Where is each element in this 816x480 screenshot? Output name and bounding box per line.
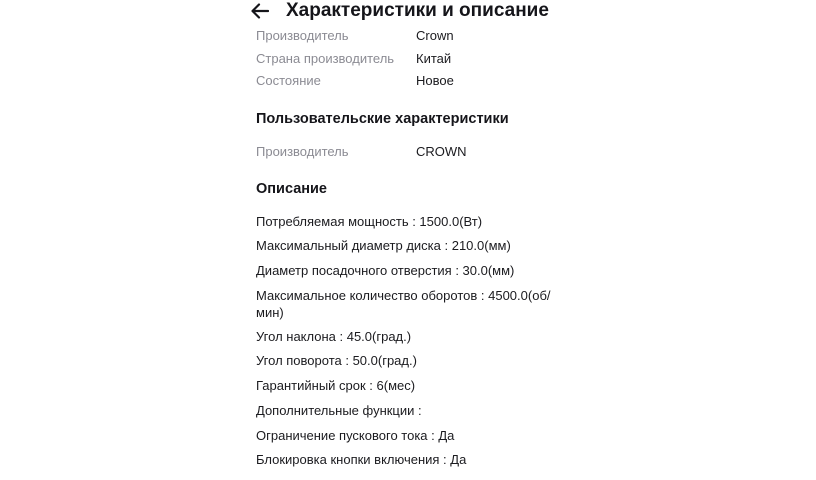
- spec-value: Новое: [416, 73, 454, 88]
- description-line: Максимальное количество оборотов : 4500.0(об/мин): [256, 288, 551, 320]
- spec-value: CROWN: [416, 144, 467, 159]
- spec-value: Crown: [416, 28, 454, 43]
- description-line: Ограничение пускового тока : Да: [256, 428, 455, 443]
- spec-label: Страна производитель: [256, 51, 395, 66]
- description-line: Угол поворота : 50.0(град.): [256, 353, 417, 368]
- arrow-left-icon: [251, 3, 269, 19]
- spec-label: Состояние: [256, 73, 321, 88]
- spec-value: Китай: [416, 51, 452, 66]
- description-line: Гарантийный срок : 6(мес): [256, 378, 416, 393]
- description-heading: Описание: [256, 181, 327, 197]
- spec-label: Производитель: [256, 144, 349, 159]
- spec-label: Производитель: [256, 28, 349, 43]
- description-line: Угол наклона : 45.0(град.): [256, 329, 412, 344]
- description-line: Блокировка кнопки включения : Да: [256, 452, 467, 467]
- description-line: Диаметр посадочного отверстия : 30.0(мм): [256, 263, 515, 278]
- user-specs-heading: Пользовательские характеристики: [256, 111, 509, 127]
- description-line: Максимальный диаметр диска : 210.0(мм): [256, 238, 511, 253]
- description-line: Дополнительные функции :: [256, 403, 422, 418]
- page-title: Характеристики и описание: [286, 0, 549, 21]
- description-line: Потребляемая мощность : 1500.0(Вт): [256, 214, 483, 229]
- back-button[interactable]: [248, 0, 272, 22]
- top-bar: [248, 0, 549, 22]
